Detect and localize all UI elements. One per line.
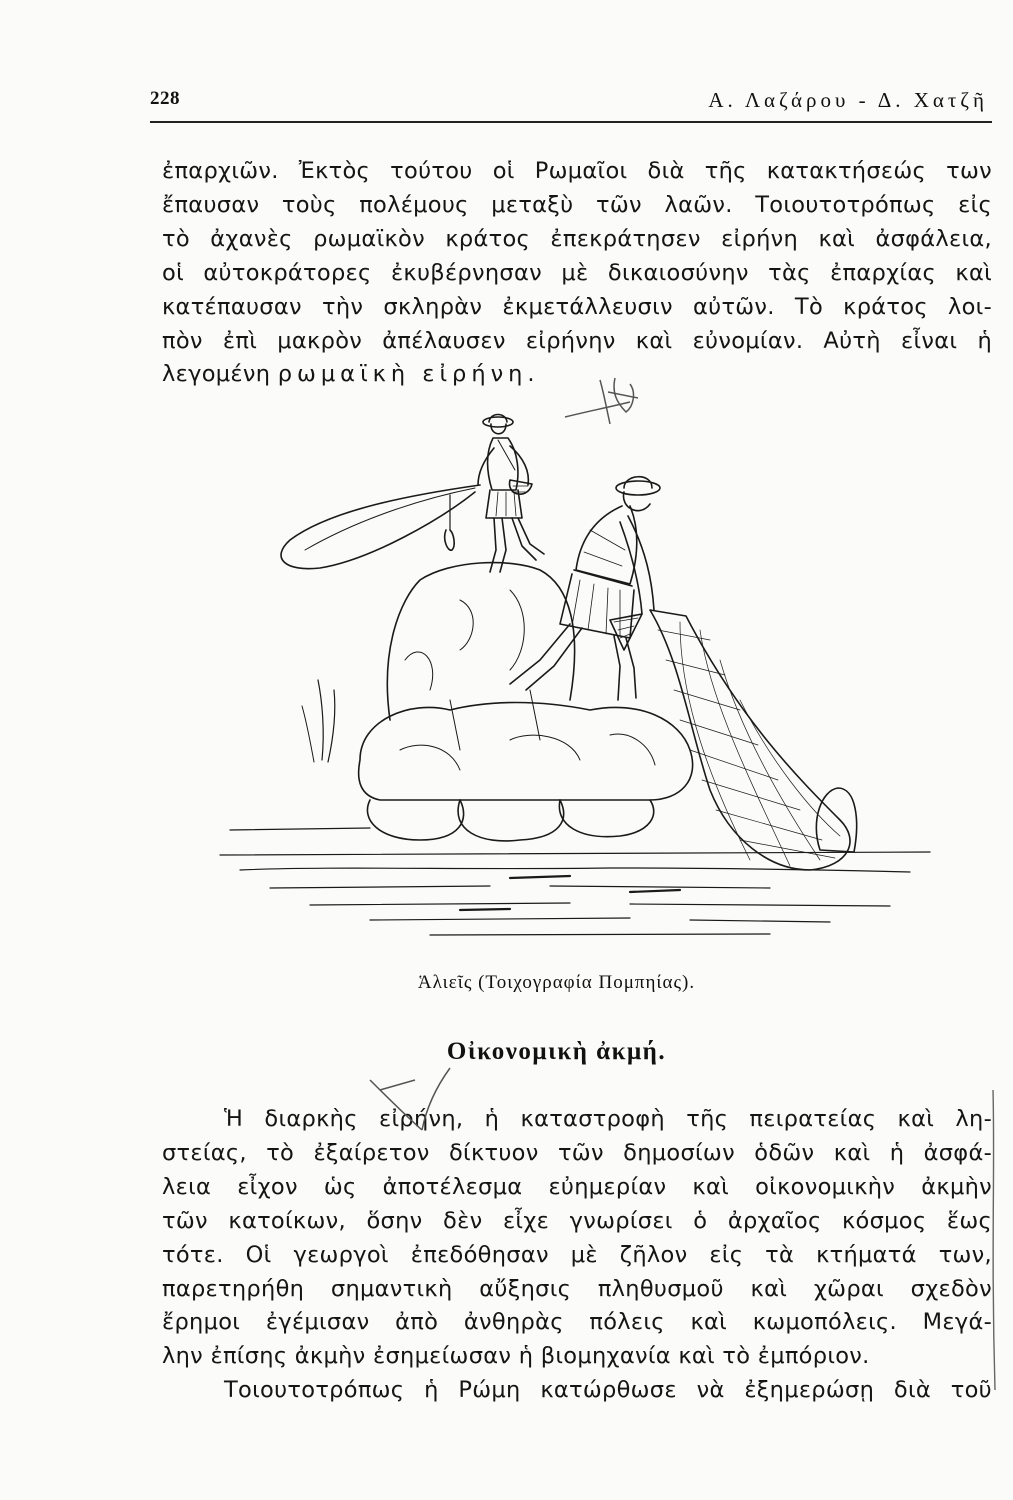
text-line: τῶν κατοίκων, ὅσην δὲν εἶχε γνωρίσει ὁ ἀρχαῖος κόσμος ἕως [162, 1207, 992, 1234]
text-line: Τοιουτοτρόπως ἡ Ρώμη κατώρθωσε νὰ ἐξημερώσῃ διὰ τοῦ [224, 1377, 992, 1404]
fishermen-illustration [210, 400, 980, 955]
text-line: στείας, τὸ ἐξαίρετον δίκτυον τῶν δημοσίων ὁδῶν καὶ ἡ ἀσφά- [162, 1139, 992, 1166]
text-line: ἔρημοι ἐγέμισαν ἀπὸ ἀνθηρὰς πόλεις καὶ κωμοπόλεις. Μεγά- [162, 1309, 992, 1336]
text-line-last [162, 358, 992, 392]
text-line: κατέπαυσαν τὴν σκληρὰν ἐκμετάλλευσιν αὐτῶν. Τὸ κράτος λοι- [162, 293, 992, 320]
text-line: πὸν ἐπὶ μακρὸν ἀπέλαυσεν εἰρήνην καὶ εὐνομίαν. Αὐτὴ εἶναι ἡ [162, 327, 992, 354]
page-number: 228 [150, 88, 180, 109]
text-fragment: λεγομένη [162, 361, 278, 388]
text-line: λεια εἶχον ὡς ἀποτέλεσμα εὐημερίαν καὶ οἰκονομικὴν ἀκμὴν [162, 1173, 992, 1200]
text-line: οἱ αὐτοκράτορες ἐκυβέρνησαν μὲ δικαιοσύνην τὰς ἐπαρχίας καὶ [162, 259, 992, 286]
text-line: παρετηρήθη σημαντικὴ αὔξησις πληθυσμοῦ καὶ χῶραι σχεδὸν [162, 1275, 992, 1302]
text-line: ἔπαυσαν τοὺς πολέμους μεταξὺ τῶν λαῶν. Τοιουτοτρόπως εἰς [162, 191, 992, 218]
page-header [150, 88, 1002, 118]
text-line: Ἡ διαρκὴς εἰρήνη, ἡ καταστροφὴ τῆς πειρατείας καὶ λη- [224, 1106, 992, 1132]
figure-caption: Ἁλιεῖς (Τοιχογραφία Πομπηίας). [417, 972, 696, 993]
text-line: λην ἐπίσης ἀκμὴν ἐσημείωσαν ἡ βιομηχανία καὶ τὸ ἐμπόριον. [162, 1343, 870, 1370]
header-rule [150, 121, 992, 123]
running-head: Α. Λαζάρου - Δ. Χατζῆ [708, 88, 988, 112]
text-line: τότε. Οἱ γεωργοὶ ἐπεδόθησαν μὲ ζῆλον εἰς τὰ κτήματά των, [162, 1241, 992, 1268]
text-line: τὸ ἀχανὲς ρωμαϊκὸν κράτος ἐπεκράτησεν εἰρήνη καὶ ἀσφάλεια, [162, 225, 992, 252]
paragraph-2 [162, 1103, 992, 1408]
text-line: ἐπαρχιῶν. Ἐκτὸς τούτου οἱ Ρωμαῖοι διὰ τῆς κατακτήσεώς των [162, 158, 992, 184]
spaced-term: ρωμαϊκὴ εἰρήνη. [277, 361, 540, 388]
paragraph-1 [162, 155, 992, 392]
section-heading: Οἰκονομικὴ ἀκμή. [446, 1038, 667, 1065]
